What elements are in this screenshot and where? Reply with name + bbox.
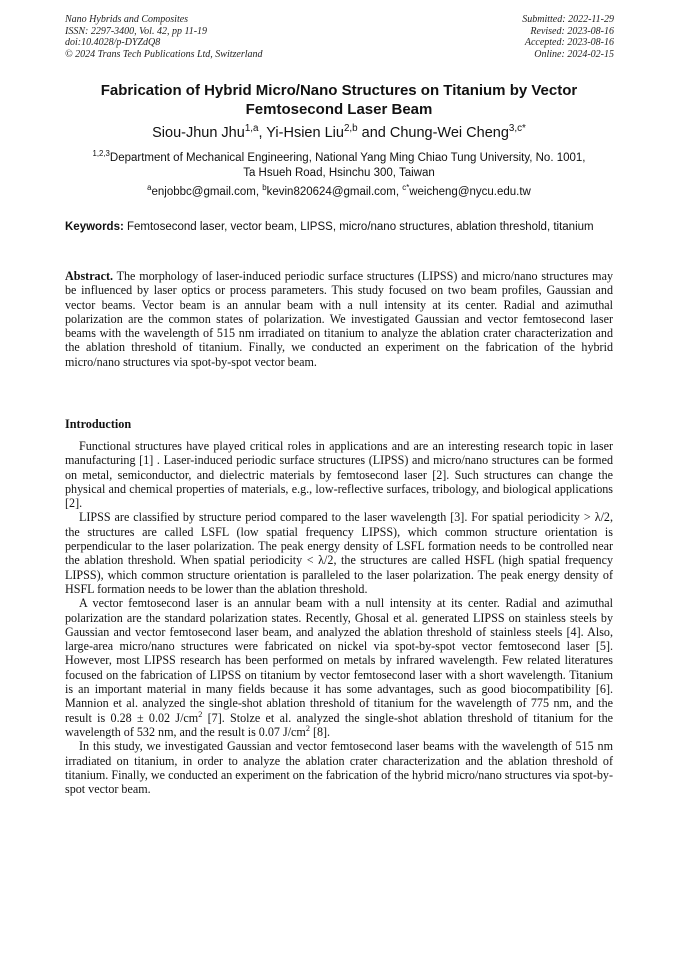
abstract xyxy=(65,269,613,369)
text-run: A vector femtosecond laser is an annular beam with a null intensity at its center. Radial and azimuthal polarization are the standard polarization states. Recently, Ghosal et al. generated LIPSS on stainless steels by Gaussian and vector femtosecond laser beam, and analyzed the ablation threshold of stainless steels [4]. Also, large-area micro/nano structures were fabricated on nickel via spot-by-spot vector femtosecond laser [5]. However, most LIPSS research has been performed on metals by infrared wavelength. Few related literatures focused on the fabrication of LIPSS on titanium by vector femtosecond laser with a short wavelength. Titanium is an important material in many fields because it has some advantages, such as good biocompatibility [6]. Mannion et al. analyzed the single-shot ablation threshold of titanium for the wavelength of 775 nm, and the result is 0.28 ± 0.02 J/cm xyxy=(65,596,613,725)
superscript: 2 xyxy=(305,723,310,733)
email-link[interactable]: kevin820624@gmail.com, xyxy=(266,186,403,198)
email-link[interactable]: weicheng@nycu.edu.tw xyxy=(409,186,531,198)
text-run: [8]. xyxy=(309,724,331,739)
author-affil-mark: 3,c* xyxy=(508,123,526,135)
text-run: [7]. Stolze et al. analyzed the single-shot ablation threshold of titanium for the wavelength of 532 nm, and the result is 0.07 J/cm xyxy=(65,710,614,739)
email-list xyxy=(60,185,618,200)
superscript: 2 xyxy=(198,709,203,719)
author-separator: , xyxy=(258,125,267,141)
dates-info xyxy=(522,14,614,60)
journal-name: Nano Hybrids and Composites xyxy=(65,14,189,25)
copyright-line: © 2024 Trans Tech Publications Ltd, Switzerland xyxy=(65,48,263,60)
affiliation-line: Ta Hsueh Road, Hsinchu 300, Taiwan xyxy=(243,167,435,179)
author-separator: and xyxy=(357,125,390,141)
author-name: Chung-Wei Cheng xyxy=(389,125,509,141)
paragraph xyxy=(65,596,613,739)
revised-date: Revised: 2023-08-16 xyxy=(530,25,614,37)
paragraph: Functional structures have played critical roles in applications and are an interesting research topic in laser manufacturing [1] . Laser-induced periodic surface structures (LIPSS) and micro/nano structures can be formed on metal, semiconductor, and dielectric materials by femtosecond laser [2]. Such structures can change the physical and chemical properties of materials, e.g., low-reflective surfaces, tribology, and biological applications [2]. xyxy=(65,439,613,511)
section-heading: Introduction xyxy=(65,417,132,431)
doi-line: doi:10.4028/p-DYZdQ8 xyxy=(65,37,161,49)
email-link[interactable]: enjobbc@gmail.com, xyxy=(151,186,263,198)
journal-info xyxy=(65,14,263,60)
keywords xyxy=(65,221,613,235)
introduction-body xyxy=(65,439,613,796)
email-mark: c* xyxy=(402,183,410,193)
paper-title: Fabrication of Hybrid Micro/Nano Structures on Titanium by Vector Femtosecond Laser Beam xyxy=(100,82,578,118)
affiliation-line: Department of Mechanical Engineering, National Yang Ming Chiao Tung University, No. 1001, xyxy=(109,152,586,164)
author-name: Siou-Jhun Jhu xyxy=(152,125,245,141)
author-name: Yi-Hsien Liu xyxy=(266,125,344,141)
accepted-date: Accepted: 2023-08-16 xyxy=(524,37,614,49)
email-mark: a xyxy=(147,183,152,193)
keywords-label: Keywords: xyxy=(65,221,124,233)
issn-line: ISSN: 2297-3400, Vol. 42, pp 11-19 xyxy=(65,25,208,37)
keywords-text: Femtosecond laser, vector beam, LIPSS, micro/nano structures, ablation threshold, titanium xyxy=(123,221,594,233)
abstract-label: Abstract. xyxy=(65,269,114,283)
paragraph: LIPSS are classified by structure period compared to the laser wavelength [3]. For spatial periodicity > λ/2, the structures are called LSFL (low spatial frequency LIPSS), which common structure orientation is perpendicular to the laser polarization. The peak energy density of LSFL formation needs to be controlled near the ablation threshold. When spatial periodicity < λ/2, the structures are called HSFL (high spatial frequency LIPSS), which common structure orientation is paralleled to the laser polarization. The peak energy density of HSFL formation needs to be lower than the ablation threshold. xyxy=(65,510,613,596)
author-list xyxy=(40,124,638,142)
affiliation xyxy=(60,151,618,181)
email-mark: b xyxy=(262,183,267,193)
online-date: Online: 2024-02-15 xyxy=(534,48,614,60)
paragraph: In this study, we investigated Gaussian and vector femtosecond laser beams with the wavelength of 515 nm irradiated on titanium, in order to analyze the ablation crater characterization and the ablation threshold of titanium. Finally, we conducted an experiment on the fabrication of the hybrid micro/nano structures via spot-by-spot vector beam. xyxy=(65,739,613,797)
author-affil-mark: 1,a xyxy=(244,123,259,135)
abstract-text: The morphology of laser-induced periodic surface structures (LIPSS) and micro/nano structures may be influenced by laser optics or process parameters. This study focused on two beam profiles, Gaussian and vector beams. Vector beam is an annular beam with a null intensity at its center. Radial and azimuthal polarization are the common states of polarization. We investigated Gaussian and vector femtosecond laser beams with the wavelength of 515 nm irradiated on titanium to analyze the ablation crater characterization and the ablation threshold of titanium. Finally, we conducted an experiment on the fabrication of the hybrid micro/nano structures via spot-by-spot vector beam. xyxy=(65,269,613,369)
submitted-date: Submitted: 2022-11-29 xyxy=(522,14,614,25)
affil-mark: 1,2,3 xyxy=(92,149,110,159)
author-affil-mark: 2,b xyxy=(343,123,358,135)
